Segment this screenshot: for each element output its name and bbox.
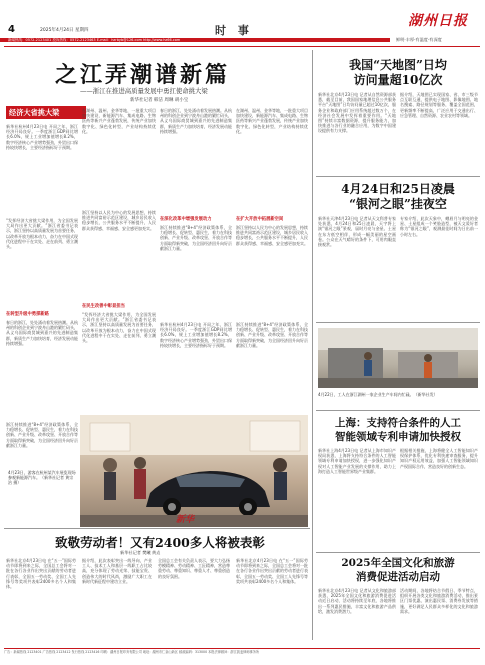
factory-photo-illustration [318, 328, 478, 388]
photo-1-caption: 4月23日，游客在杭州某汽车展览现场参观新能源汽车。（新华社记者 黄宗治 摄） [8, 470, 76, 486]
footer-info: 广告：新闻热线 2123401 广告热线 2123412 发行热线 2123416 印刷：湖州日报印务有限公司 地址：湖州市仁皇山新区 邮政编码：313000 本报法律顾问：浙江凯麦律师事务所 [4, 650, 260, 654]
map-para: 新华社北京4月23日电 记者从自然资源部获悉，截至目前，我国国家地理信息公共服务平台“天地图”日均访问量已超过10亿次，服务企业和政府部门应用系统超过数万个，在经济社会发展中发挥着重要作用。“天地图”持续丰富数据资源，提升服务能力，加快推进与各行业的融合应用，为数字中国建设提供有力支撑。 [318, 92, 396, 134]
labor-story-byline: 新华社记者 樊曦 黄垚 [120, 550, 161, 555]
column-divider [312, 50, 313, 640]
labor-col-4 [236, 558, 308, 646]
map-headline-line-2: 访问量超10亿次 [353, 73, 443, 87]
shanghai-headline-line-1: 上海：支持符合条件的人工 [335, 417, 461, 429]
meteor-headline-line-1: 4月24日和25日凌晨 [341, 182, 455, 196]
section-title: 时 事 [215, 24, 253, 37]
story-divider [316, 552, 480, 553]
meteor-para: 专家介绍，此次天象中，蛾眉月与明亮的金星、土星组成一个笑脸造型，被天文爱好者称为“银河之眼”，观测最佳时间为日出前一小时左右。 [400, 216, 478, 237]
labor-story-headline: 致敬劳动者！又有2400多人将被表彰 [55, 535, 265, 550]
map-story-headline [318, 58, 478, 88]
culture-col-1 [318, 588, 396, 646]
main-subhead: 在扩大开放中拓展新空间 [236, 217, 284, 222]
main-story-col-1 [6, 124, 78, 554]
labor-para: 据介绍，此次表彰突出一线导向，产业工人、技术工人和基层一线职工占比较高，充分体现了劳动光荣、技能宝贵、创造伟大的时代风尚，激励广大职工在新时代新征程中建功立业。 [82, 558, 152, 584]
meteor-story-headline [318, 182, 478, 212]
map-col-2 [400, 92, 478, 172]
shanghai-headline-line-2: 智能领域专利申请加快授权 [335, 431, 461, 443]
main-para: 新华社杭州4月23日电 开局之年，浙江经济开局良好。一季度浙江GDP同比增长6.0%，规上工业增加值增长8.2%，数字经济核心产业增势强劲，外贸出口保持较快增长，主要经济指标好于预期。 [6, 124, 78, 150]
story-divider [4, 528, 310, 529]
meteor-para: 新华社天津4月23日电 记者从天文科普专家处获悉，4月24日和25日凌晨，天宇将上演“银河之眼”景观，届时月亮与金星、土星在东方低空相伴，形成一幅美丽的星空画卷。公众在天气晴好的条件下，可用肉眼直接观赏。 [318, 216, 396, 248]
main-para: “发挥经济大省挑大梁作用，为全国发展大局作出更大贡献。”浙江省委书记表示，浙江坚持以高质量发展为首要任务，以改革开放为根本动力，奋力在中国式现代化进程中干在实处、走在前列、勇立潮头。 [6, 218, 78, 250]
shanghai-para: 根据相关措施，上海将健全人工智能知识产权保护体系，优化专利快速审查服务，提升知识产权运用效益，加强人工智能领域知识产权国际合作，营造良好的创新生态。 [400, 448, 478, 469]
main-para: 新华社杭州4月23日电 开局之年，浙江经济开局良好。一季度浙江GDP同比增长6.0%，规上工业增加值增长8.2%，数字经济核心产业增势强劲，外贸出口保持较快增长，主要经济指标好于预期。 [160, 322, 232, 348]
labor-para: 全国总工会有关负责人表示，要大力弘扬劳模精神、劳动精神、工匠精神，营造尊重劳动、尊重知识、尊重人才、尊重创造的良好氛围。 [158, 558, 230, 579]
main-para: 在湖州、温州、金华等地，一批重大项目加快建设，新能源汽车、集成电路、生物医药等新兴产业蓬勃发展，传统产业加快数字化、绿色化转型，产业结构持续优化。 [236, 108, 308, 134]
main-story-col-4 [236, 108, 308, 408]
story-divider [316, 322, 480, 323]
story-divider [316, 410, 480, 411]
shanghai-col-2 [400, 448, 478, 548]
culture-headline-line-2: 消费促进活动启动 [356, 571, 440, 583]
culture-col-2 [400, 588, 478, 646]
main-subhead: 在转型升级中勇探新路 [6, 312, 49, 317]
photo-2-caption: 4月22日，工人在浙江湖州一家企业生产车间内忙碌。（新华社发） [318, 392, 438, 397]
meteor-col-2 [400, 216, 478, 316]
main-para: 春日的浙江，处处涌动着发展热潮。从杭州的科创企业到宁波舟山港的繁忙码头，从义乌国际商贸城到嘉兴的先进制造集群，新质生产力加快培育，经济发展动能持续增强。 [160, 108, 232, 134]
main-story-col-3 [160, 108, 232, 408]
main-subhead: 在民生改善中彰显担当 [82, 304, 125, 309]
meteor-col-1 [318, 216, 396, 316]
story-divider [316, 176, 480, 177]
newspaper-logo: 湖州日报 [408, 13, 468, 29]
column-tag: 经济大省挑大梁 [6, 106, 86, 119]
labor-col-2 [82, 558, 152, 646]
main-para: 浙江持续推进“8+4”经济政策体系，全力稳增长、促转型、惠民生，着力在科技创新、产业升级、改革攻坚、开放合作等方面取得新突破，为全国经济回升向好贡献浙江力量。 [6, 422, 78, 448]
labor-para: 新华社北京4月23日电 在“五一”国际劳动节即将到来之际，全国总工会将对一批在各行各业作出突出贡献的劳动者进行表彰，全国五一劳动奖、全国工人先锋号等奖项共表彰2400多名个人和集体。 [6, 558, 76, 590]
photo-illustration [80, 415, 308, 527]
issue-date: 2025年4月24日 星期四 [40, 28, 89, 33]
main-para: 浙江持续推进“8+4”经济政策体系，全力稳增长、促转型、惠民生，着力在科技创新、产业升级、改革攻坚、开放合作等方面取得新突破，为全国经济回升向好贡献浙江力量。 [160, 225, 232, 251]
map-para: 据介绍，天地图已实现国家、省、市三级节点互联互通，提供电子地图、影像地图、地名搜索、路径规划等服务，覆盖全国范围，更新频率不断提高，广泛应用于交通出行、应急管理、自然资源、农业农村等领域。 [400, 92, 478, 118]
culture-para: 活动期间，各地将结合节假日、季节特点，组织开展各类文化和旅游消费活动，推出景区门票优惠、演出惠民票、消费券发放等措施，更好满足人民群众多样化的文化和旅游需求。 [400, 588, 478, 614]
svg-text:新华: 新华 [176, 515, 195, 525]
culture-para: 新华社北京4月23日电 记者从文化和旅游部获悉，2025年全国文化和旅游消费促进活动近日启动，活动将持续至年底，各地将推出一系列惠民措施，丰富文化和旅游产品供给，激发消费潜力。 [318, 588, 396, 614]
shanghai-para: 新华社上海4月23日电 记者从上海市知识产权局获悉，上海将支持符合条件的人工智能领域专利申请加快授权，进一步强化知识产权对人工智能产业发展的支撑作用，助力上海打造人工智能世界级产业集群。 [318, 448, 396, 474]
factory-photo [318, 328, 478, 388]
labor-col-1 [6, 558, 76, 646]
contact-info: 新闻热线：0572-2123401 投诉热线：0572-2123463 E-mail：hzrbyb@126.com http://www.hz66.com [8, 38, 181, 42]
shanghai-col-1 [318, 448, 396, 548]
culture-story-headline [318, 556, 478, 584]
main-para: 浙江坚持以人民为中心的发展思想，持续推进共同富裕示范区建设，城乡居民收入稳步增长，公共服务水平不断提升，人民群众获得感、幸福感、安全感更加充实。 [236, 225, 308, 246]
page-number: 4 [8, 24, 15, 35]
main-para: 在湖州、温州、金华等地，一批重大项目加快建设，新能源汽车、集成电路、生物医药等新兴产业蓬勃发展，传统产业加快数字化、绿色化转型，产业结构持续优化。 [82, 108, 156, 134]
shanghai-story-headline [318, 416, 478, 444]
labor-col-3 [158, 558, 230, 646]
header-divider [4, 46, 480, 47]
map-col-1 [318, 92, 396, 172]
main-para: 浙江持续推进“8+4”经济政策体系，全力稳增长、促转型、惠民生，着力在科技创新、产业升级、改革攻坚、开放合作等方面取得新突破，为全国经济回升向好贡献浙江力量。 [236, 322, 308, 348]
main-headline: 之江弄潮谱新篇 [55, 62, 231, 88]
main-para: 浙江坚持以人民为中心的发展思想，持续推进共同富裕示范区建设，城乡居民收入稳步增长，公共服务水平不断提升，人民群众获得感、幸福感、安全感更加充实。 [82, 210, 156, 231]
newspaper-slogan: 鲜明·丰厚·有温度·有深度 [396, 37, 442, 42]
main-subtitle: ——浙江在推进高质量发展中勇扛使命挑大梁 [80, 87, 208, 95]
map-headline-line-1: 我国“天地图”日均 [349, 58, 447, 72]
main-para: 春日的浙江，处处涌动着发展热潮。从杭州的科创企业到宁波舟山港的繁忙码头，从义乌国际商贸城到嘉兴的先进制造集群，新质生产力加快培育，经济发展动能持续增强。 [6, 320, 78, 346]
main-subhead: 在深化改革中增强发展动力 [160, 217, 212, 222]
car-exhibition-photo [80, 415, 308, 527]
meteor-headline-line-2: “银河之眼”挂夜空 [349, 197, 447, 211]
masthead [0, 0, 485, 46]
main-para: “发挥经济大省挑大梁作用，为全国发展大局作出更大贡献。”浙江省委书记表示，浙江坚持以高质量发展为首要任务，以改革开放为根本动力，奋力在中国式现代化进程中干在实处、走在前列、勇立潮头。 [82, 312, 156, 344]
main-story-col-2 [82, 108, 156, 408]
labor-para: 新华社北京4月23日电 在“五一”国际劳动节即将到来之际，全国总工会将对一批在各行各业作出突出贡献的劳动者进行表彰，全国五一劳动奖、全国工人先锋号等奖项共表彰2400多名个人和集体。 [236, 558, 308, 584]
footer-divider [4, 648, 480, 649]
culture-headline-line-1: 2025年全国文化和旅游 [341, 557, 455, 569]
main-byline: 新华社记者 韩洁 周琳 胡小宝 [130, 98, 189, 103]
